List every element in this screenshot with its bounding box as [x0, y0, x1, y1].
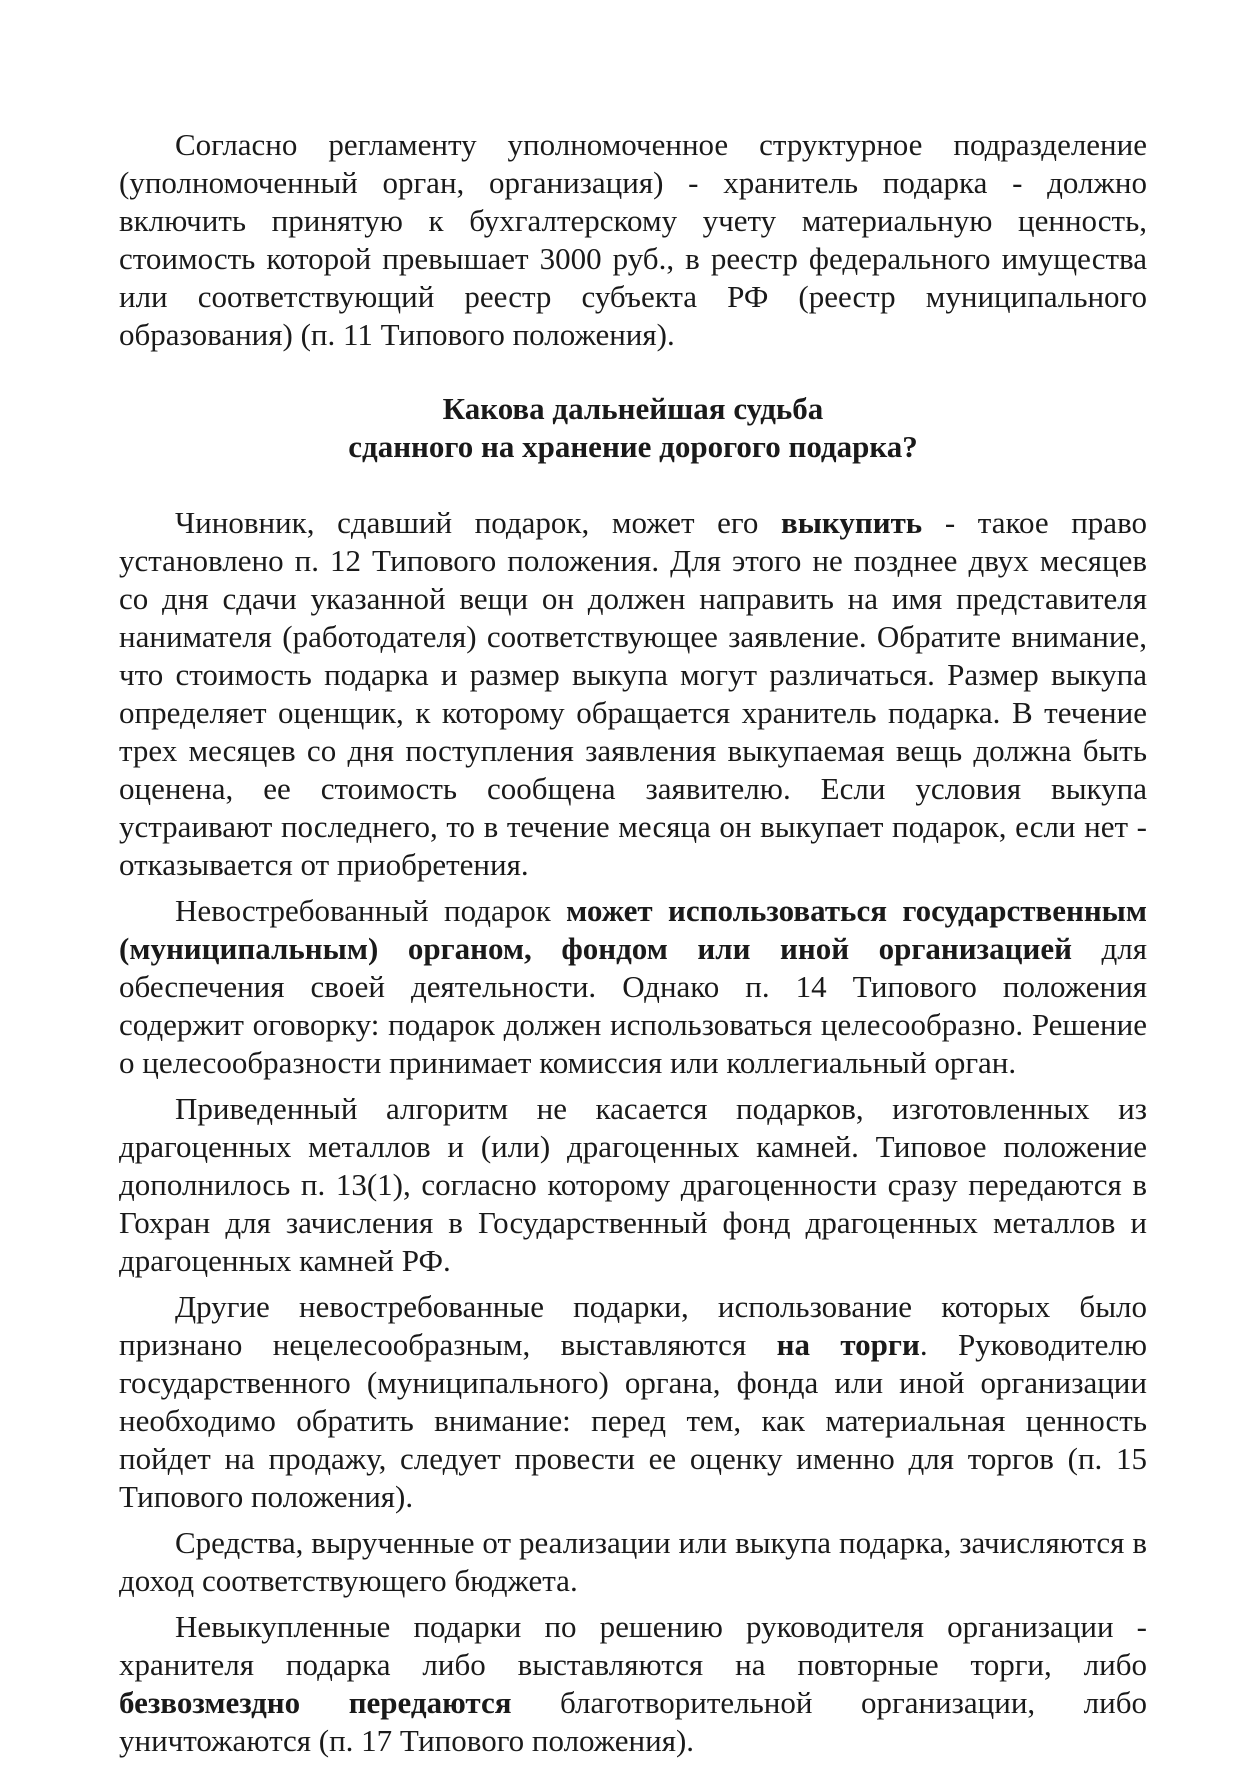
- section-heading: [119, 390, 1147, 466]
- paragraph-auction-emphasis: на торги: [776, 1327, 920, 1362]
- paragraph-buyout-emphasis: выкупить: [780, 505, 923, 540]
- paragraph-auction-text-2: . Руководителю государственного (муниципального) органа, фонда или иной организации необходимо обратить внимание: перед тем, как материальная ценность пойдет на продажу, следует провести ее оценку именно для торгов (п. 15 Типового положения).: [119, 1327, 1147, 1514]
- paragraph-unclaimed-use-emphasis: может использоваться государственным (муниципальным) органом, фондом или иной организацией: [119, 893, 1147, 966]
- paragraph-unsold-gifts-emphasis: безвозмездно передаются: [119, 1685, 512, 1720]
- paragraph-buyout-text-2: - такое право установлено п. 12 Типового положения. Для этого не позднее двух месяцев со дня сдачи указанной вещи он должен направить на имя представителя нанимателя (работодателя) соответствующее заявление. Обратите внимание, что стоимость подарка и размер выкупа могут различаться. Размер выкупа определяет оценщик, к которому обращается хранитель подарка. В течение трех месяцев со дня поступления заявления выкупаемая вещь должна быть оценена, ее стоимость сообщена заявителю. Если условия выкупа устраивают последнего, то в течение месяца он выкупает подарок, если нет - отказывается от приобретения.: [119, 505, 1147, 882]
- paragraph-buyout: [119, 504, 1147, 884]
- paragraph-budget-income: Средства, вырученные от реализации или выкупа подарка, зачисляются в доход соответствующего бюджета.: [119, 1525, 1147, 1598]
- heading-line-2: сданного на хранение дорогого подарка?: [348, 429, 918, 464]
- paragraph-unsold-gifts-text-2: благотворительной организации, либо уничтожаются (п. 17 Типового положения).: [119, 1685, 1148, 1758]
- paragraph-unclaimed-use-text-2: для обеспечения своей деятельности. Однако п. 14 Типового положения содержит оговорку: подарок должен использоваться целесообразно. Решение о целесообразности принимает комиссия или коллегиальный орган.: [119, 931, 1147, 1080]
- heading-line-1: Какова дальнейшая судьба: [442, 391, 824, 426]
- paragraph-unsold-gifts: [119, 1608, 1147, 1760]
- paragraph-buyout-text-1: Чиновник, сдавший подарок, может его: [175, 505, 781, 540]
- paragraph-auction: [119, 1288, 1147, 1516]
- document-page: [119, 126, 1147, 1768]
- paragraph-registry: Согласно регламенту уполномоченное структурное подразделение (уполномоченный орган, организация) - хранитель подарка - должно включить принятую к бухгалтерскому учету материальную ценность, стоимость которой превышает 3000 руб., в реестр федерального имущества или соответствующий реестр субъекта РФ (реестр муниципального образования) (п. 11 Типового положения).: [119, 127, 1147, 352]
- paragraph-unclaimed-use-text-1: Невостребованный подарок: [175, 893, 567, 928]
- paragraph-unsold-gifts-text-1: Невыкупленные подарки по решению руководителя организации - хранителя подарка либо выставляются на повторные торги, либо: [119, 1609, 1147, 1682]
- paragraph-auction-text-1: Другие невостребованные подарки, использование которых было признано нецелесообразным, выставляются: [119, 1289, 1147, 1362]
- paragraph-precious-metals: Приведенный алгоритм не касается подарков, изготовленных из драгоценных металлов и (или) драгоценных камней. Типовое положение дополнилось п. 13(1), согласно которому драгоценности сразу передаются в Гохран для зачисления в Государственный фонд драгоценных металлов и драгоценных камней РФ.: [119, 1091, 1147, 1278]
- paragraph-unclaimed-use: [119, 892, 1147, 1082]
